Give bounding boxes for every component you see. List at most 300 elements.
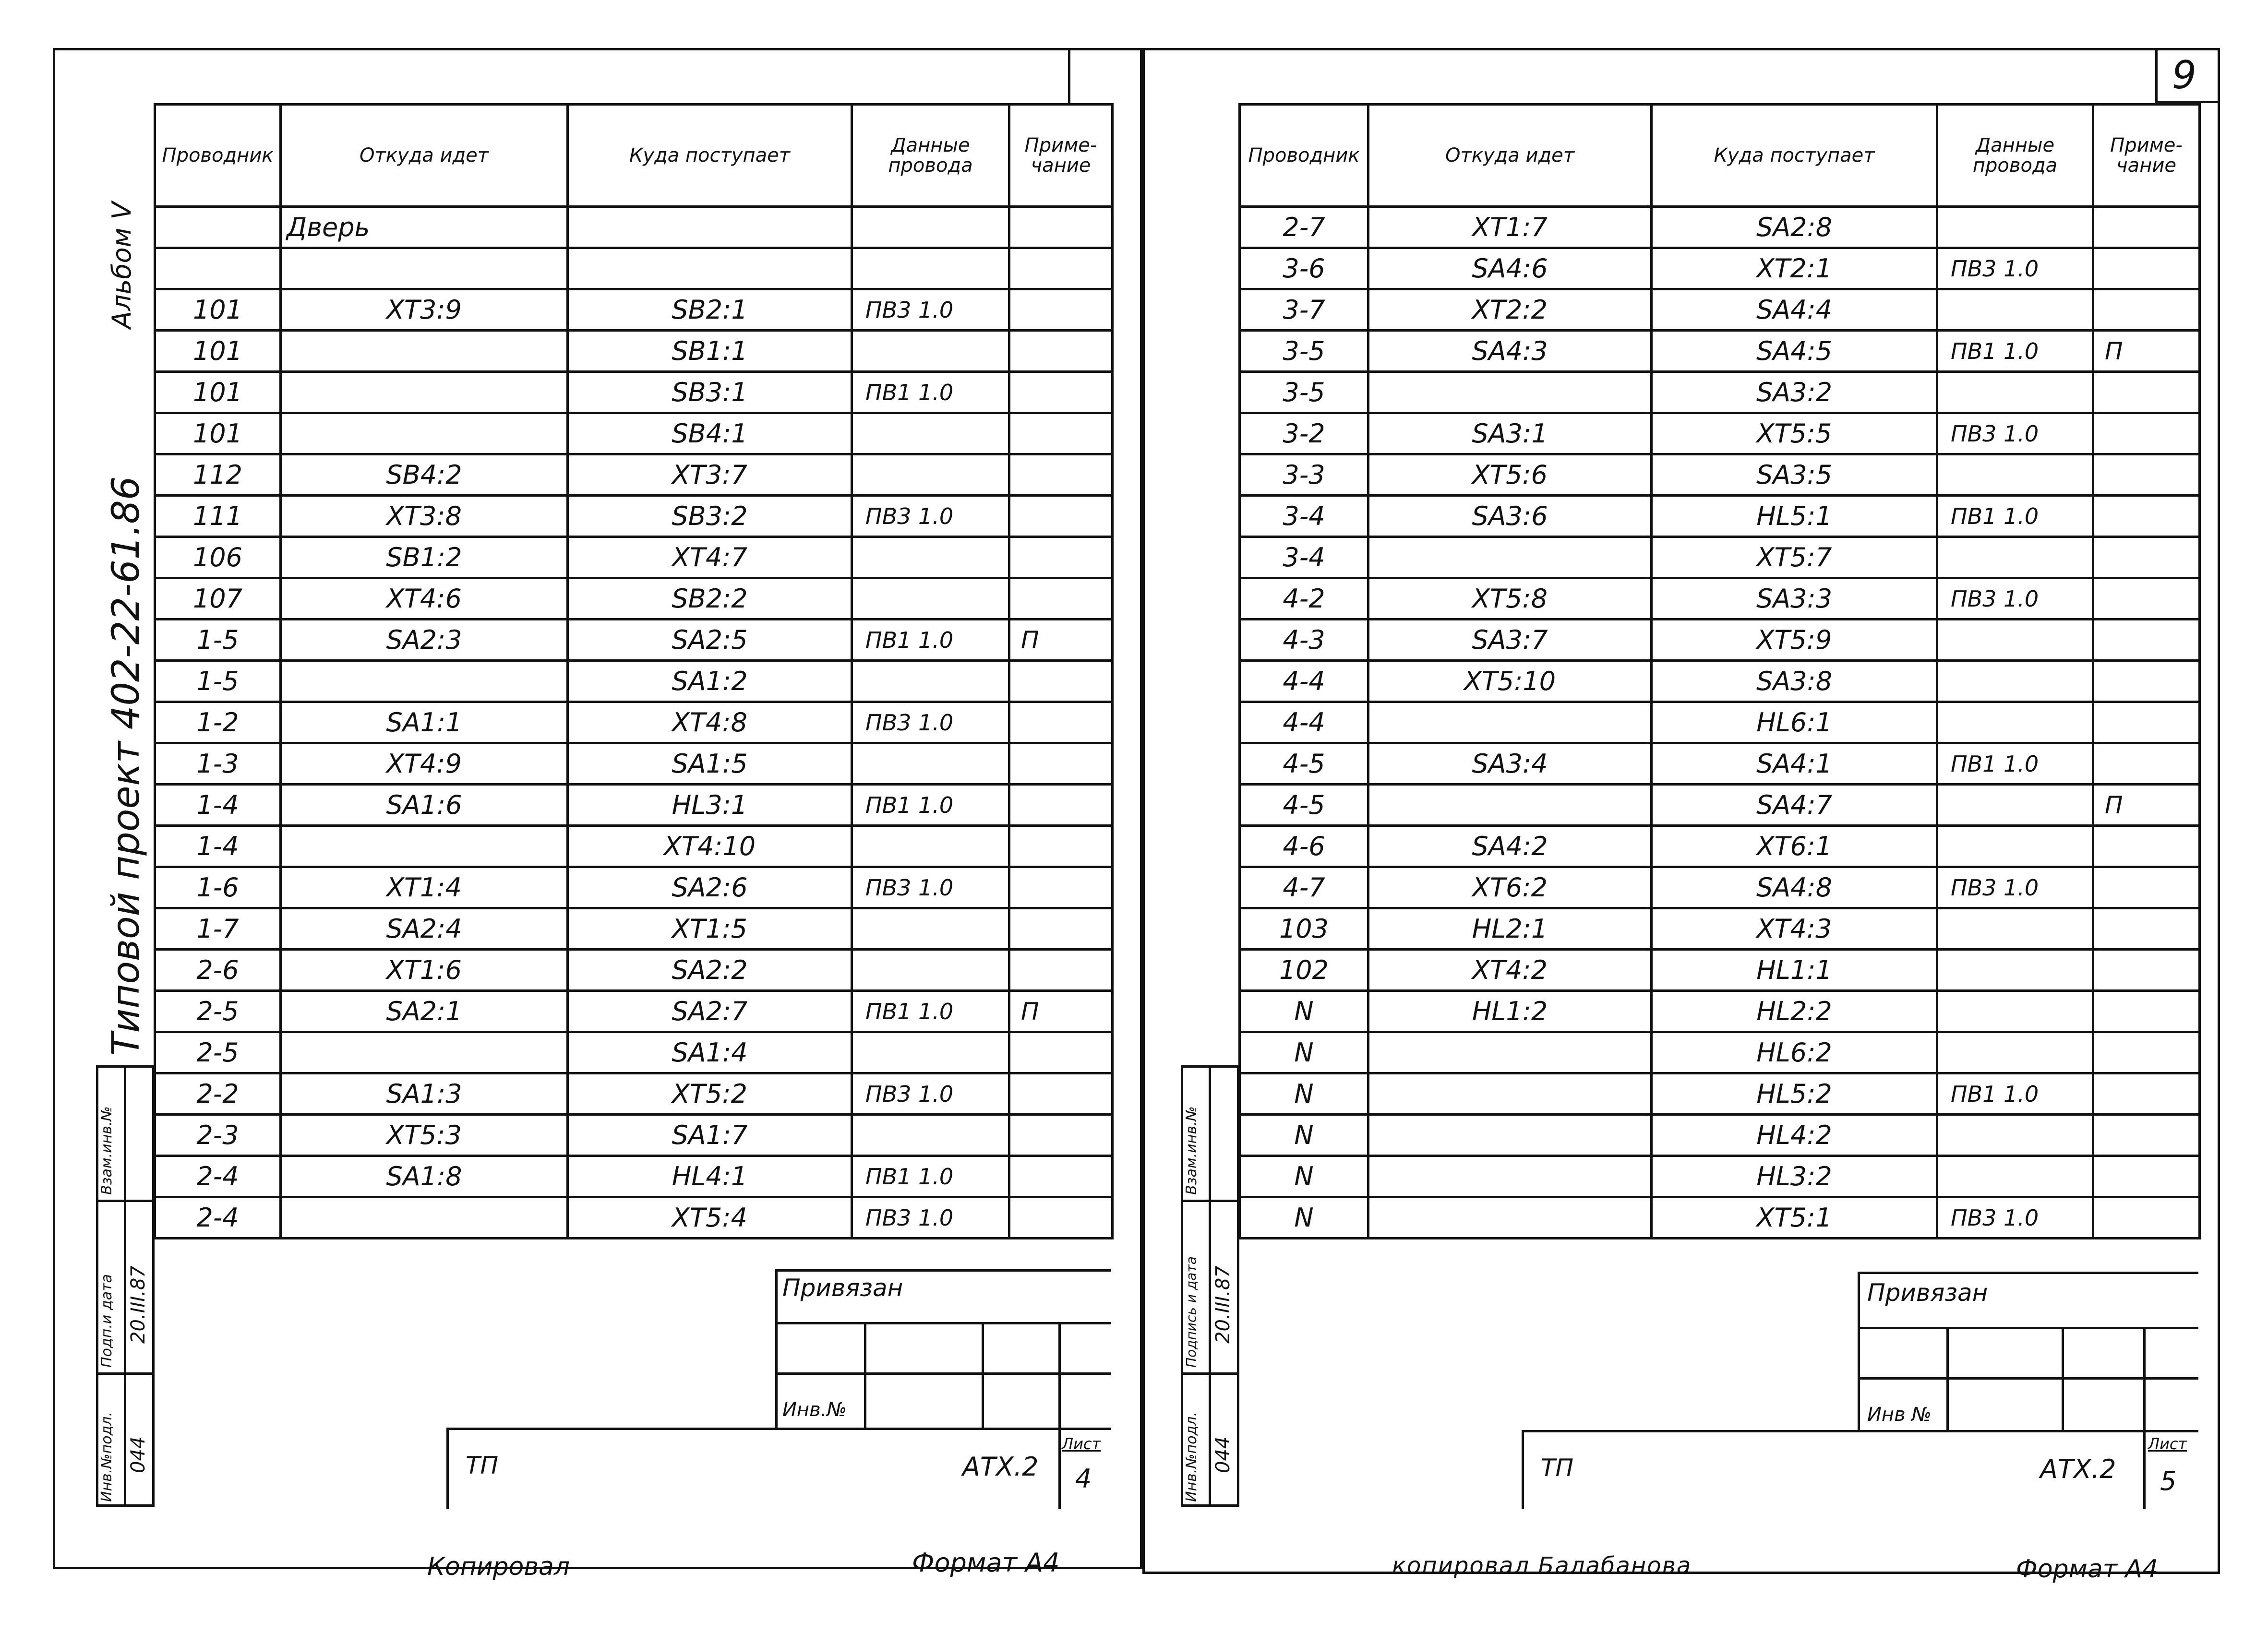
wire-data-cell xyxy=(852,1032,1009,1073)
wire-data-cell xyxy=(1937,207,2093,248)
from-cell: SB1:2 xyxy=(281,537,568,578)
from-cell: XT1:7 xyxy=(1368,207,1652,248)
left-sheet-label: Лист xyxy=(1062,1435,1101,1453)
to-cell: HL1:1 xyxy=(1652,950,1937,991)
from-cell xyxy=(281,1197,568,1239)
right-table-body xyxy=(1240,207,2200,1239)
note-cell xyxy=(2093,1156,2200,1197)
from-cell: XT1:6 xyxy=(281,950,568,991)
conductor-cell: 2-4 xyxy=(155,1197,281,1239)
left-linked-label: Привязан xyxy=(782,1274,903,1302)
conductor-cell: 103 xyxy=(1240,908,1368,950)
note-cell: П xyxy=(1009,991,1113,1032)
left-format: Формат А4 xyxy=(912,1548,1060,1578)
to-cell: XT5:9 xyxy=(1652,619,1937,661)
left-sign-date-label: Подп.и дата xyxy=(98,1274,115,1368)
table-row xyxy=(1240,908,2200,950)
from-cell xyxy=(281,826,568,867)
note-cell xyxy=(2093,619,2200,661)
album-label: Альбом V xyxy=(107,202,137,329)
table-row xyxy=(155,950,1113,991)
table-row xyxy=(155,1073,1113,1115)
header-conductor: Проводник xyxy=(155,105,281,207)
conductor-cell: 4-4 xyxy=(1240,702,1368,743)
to-cell: SA2:8 xyxy=(1652,207,1937,248)
table-row xyxy=(155,331,1113,372)
left-doc-code: АТХ.2 xyxy=(962,1452,1039,1482)
to-cell: HL3:1 xyxy=(568,785,852,826)
wire-data-cell xyxy=(1937,454,2093,496)
left-table-body xyxy=(155,207,1113,1239)
to-cell: SA1:2 xyxy=(568,661,852,702)
right-inv-podl-label: Инв.№подл. xyxy=(1183,1412,1200,1502)
to-cell: SB2:2 xyxy=(568,578,852,619)
from-cell: SA3:4 xyxy=(1368,743,1652,785)
conductor-cell: 3-5 xyxy=(1240,331,1368,372)
note-cell xyxy=(2093,1115,2200,1156)
to-cell: SA2:2 xyxy=(568,950,852,991)
header-wire-data: Данные провода xyxy=(1937,105,2093,207)
table-row xyxy=(155,991,1113,1032)
right-copied-by: копировал Балабанова xyxy=(1392,1552,1692,1579)
to-cell: SA1:4 xyxy=(568,1032,852,1073)
conductor-cell: 101 xyxy=(155,372,281,413)
wire-data-cell: ПВ3 1.0 xyxy=(852,1073,1009,1115)
wire-data-cell xyxy=(1937,785,2093,826)
note-cell xyxy=(2093,908,2200,950)
from-cell: SA2:4 xyxy=(281,908,568,950)
table-row xyxy=(155,702,1113,743)
left-inv-podl-value: 044 xyxy=(127,1436,149,1473)
to-cell: HL4:2 xyxy=(1652,1115,1937,1156)
wire-data-cell xyxy=(852,1115,1009,1156)
table-row xyxy=(1240,1156,2200,1197)
note-cell xyxy=(1009,207,1113,248)
wire-data-cell xyxy=(852,248,1009,289)
right-tp-label: ТП xyxy=(1541,1454,1574,1482)
wire-data-cell xyxy=(852,826,1009,867)
conductor-cell: 2-4 xyxy=(155,1156,281,1197)
conductor-cell: 1-4 xyxy=(155,826,281,867)
from-cell: SA1:3 xyxy=(281,1073,568,1115)
from-cell: SA1:1 xyxy=(281,702,568,743)
conductor-cell: 4-5 xyxy=(1240,785,1368,826)
table-row xyxy=(155,619,1113,661)
table-row xyxy=(155,661,1113,702)
from-cell: XT6:2 xyxy=(1368,867,1652,908)
wire-data-cell xyxy=(1937,1156,2093,1197)
from-cell xyxy=(281,661,568,702)
to-cell: SA2:6 xyxy=(568,867,852,908)
from-cell: SA3:1 xyxy=(1368,413,1652,454)
from-cell: XT5:10 xyxy=(1368,661,1652,702)
header-from: Откуда идет xyxy=(281,105,568,207)
wire-data-cell xyxy=(852,413,1009,454)
table-row xyxy=(1240,743,2200,785)
conductor-cell: N xyxy=(1240,1073,1368,1115)
note-cell xyxy=(2093,826,2200,867)
wire-data-cell xyxy=(1937,908,2093,950)
conductor-cell: 3-3 xyxy=(1240,454,1368,496)
table-row xyxy=(1240,289,2200,331)
to-cell: SA2:5 xyxy=(568,619,852,661)
table-row xyxy=(1240,702,2200,743)
wire-data-cell: ПВ3 1.0 xyxy=(1937,1197,2093,1239)
from-cell: XT5:8 xyxy=(1368,578,1652,619)
to-cell: SA4:1 xyxy=(1652,743,1937,785)
right-wiring-table xyxy=(1238,103,2201,1239)
table-row xyxy=(155,496,1113,537)
to-cell: SB2:1 xyxy=(568,289,852,331)
table-row xyxy=(1240,785,2200,826)
to-cell: XT5:2 xyxy=(568,1073,852,1115)
from-cell xyxy=(281,413,568,454)
to-cell: SA4:7 xyxy=(1652,785,1937,826)
to-cell: XT4:3 xyxy=(1652,908,1937,950)
wire-data-cell: ПВ1 1.0 xyxy=(852,991,1009,1032)
wire-data-cell xyxy=(1937,289,2093,331)
table-row xyxy=(155,1197,1113,1239)
project-title: Типовой проект 402-22-61.86 xyxy=(105,476,148,1056)
table-header-row xyxy=(155,105,1113,207)
table-row xyxy=(155,1115,1113,1156)
right-page-number: 9 xyxy=(2172,53,2196,97)
table-row xyxy=(155,743,1113,785)
note-cell xyxy=(1009,702,1113,743)
note-cell xyxy=(1009,537,1113,578)
table-row xyxy=(155,248,1113,289)
note-cell xyxy=(1009,248,1113,289)
conductor-cell: N xyxy=(1240,991,1368,1032)
table-row xyxy=(1240,867,2200,908)
right-doc-code: АТХ.2 xyxy=(2040,1454,2116,1484)
from-cell: XT3:9 xyxy=(281,289,568,331)
from-cell: SA2:3 xyxy=(281,619,568,661)
note-cell xyxy=(2093,1197,2200,1239)
conductor-cell: 1-6 xyxy=(155,867,281,908)
from-cell xyxy=(1368,702,1652,743)
to-cell: SB1:1 xyxy=(568,331,852,372)
conductor-cell: 1-5 xyxy=(155,661,281,702)
from-cell: SA1:8 xyxy=(281,1156,568,1197)
from-cell xyxy=(1368,1115,1652,1156)
from-cell xyxy=(281,248,568,289)
conductor-cell: 1-5 xyxy=(155,619,281,661)
table-row xyxy=(1240,1073,2200,1115)
conductor-cell: 2-6 xyxy=(155,950,281,991)
table-row xyxy=(1240,578,2200,619)
to-cell: SA1:5 xyxy=(568,743,852,785)
note-cell xyxy=(2093,496,2200,537)
wire-data-cell: ПВ1 1.0 xyxy=(852,1156,1009,1197)
note-cell xyxy=(2093,207,2200,248)
note-cell xyxy=(1009,950,1113,991)
to-cell: SB3:1 xyxy=(568,372,852,413)
from-cell xyxy=(1368,537,1652,578)
header-wire-data: Данные провода xyxy=(852,105,1009,207)
header-note: Приме-чание xyxy=(2093,105,2200,207)
to-cell: HL3:2 xyxy=(1652,1156,1937,1197)
conductor-cell: 101 xyxy=(155,289,281,331)
conductor-cell: 4-4 xyxy=(1240,661,1368,702)
to-cell: XT2:1 xyxy=(1652,248,1937,289)
table-row xyxy=(1240,454,2200,496)
table-row xyxy=(155,1156,1113,1197)
right-vzam-label: Взам.инв.№ xyxy=(1183,1106,1200,1195)
header-to: Куда поступает xyxy=(568,105,852,207)
wire-data-cell: ПВ1 1.0 xyxy=(1937,331,2093,372)
conductor-cell: 1-2 xyxy=(155,702,281,743)
to-cell: XT5:7 xyxy=(1652,537,1937,578)
from-cell: XT4:9 xyxy=(281,743,568,785)
note-cell xyxy=(1009,1115,1113,1156)
to-cell: SA3:5 xyxy=(1652,454,1937,496)
table-row xyxy=(155,826,1113,867)
conductor-cell: 112 xyxy=(155,454,281,496)
note-cell xyxy=(2093,578,2200,619)
right-inv-no-label: Инв № xyxy=(1867,1404,1932,1426)
conductor-cell: 1-7 xyxy=(155,908,281,950)
wire-data-cell xyxy=(1937,826,2093,867)
table-row xyxy=(1240,413,2200,454)
to-cell: XT4:8 xyxy=(568,702,852,743)
to-cell: SA3:2 xyxy=(1652,372,1937,413)
to-cell: XT1:5 xyxy=(568,908,852,950)
from-cell: XT1:4 xyxy=(281,867,568,908)
note-cell: П xyxy=(2093,331,2200,372)
wire-data-cell xyxy=(1937,950,2093,991)
left-sheet-top-notch xyxy=(1068,48,1070,103)
conductor-cell: 4-2 xyxy=(1240,578,1368,619)
wire-data-cell xyxy=(1937,1032,2093,1073)
from-cell: SA2:1 xyxy=(281,991,568,1032)
conductor-cell: 3-5 xyxy=(1240,372,1368,413)
left-wiring-table xyxy=(154,103,1114,1239)
note-cell xyxy=(2093,702,2200,743)
right-sign-date-label: Подпись и дата xyxy=(1183,1256,1199,1368)
conductor-cell: 102 xyxy=(1240,950,1368,991)
to-cell: SB3:2 xyxy=(568,496,852,537)
table-row xyxy=(1240,537,2200,578)
to-cell: XT5:1 xyxy=(1652,1197,1937,1239)
note-cell xyxy=(1009,578,1113,619)
left-copied-by: Копировал xyxy=(427,1552,570,1581)
from-cell: XT4:2 xyxy=(1368,950,1652,991)
from-cell: SA4:2 xyxy=(1368,826,1652,867)
conductor-cell: 111 xyxy=(155,496,281,537)
note-cell xyxy=(1009,496,1113,537)
to-cell: XT4:10 xyxy=(568,826,852,867)
table-row xyxy=(1240,331,2200,372)
wire-data-cell xyxy=(852,331,1009,372)
wire-data-cell: ПВ1 1.0 xyxy=(1937,743,2093,785)
wire-data-cell xyxy=(852,207,1009,248)
wire-data-cell xyxy=(852,454,1009,496)
table-row xyxy=(1240,991,2200,1032)
conductor-cell: 3-6 xyxy=(1240,248,1368,289)
note-cell xyxy=(2093,248,2200,289)
conductor-cell: 4-6 xyxy=(1240,826,1368,867)
from-cell xyxy=(1368,1197,1652,1239)
wire-data-cell: ПВ3 1.0 xyxy=(852,1197,1009,1239)
wire-data-cell xyxy=(1937,372,2093,413)
note-cell xyxy=(1009,1032,1113,1073)
table-row xyxy=(155,537,1113,578)
table-row xyxy=(155,207,1113,248)
to-cell: XT3:7 xyxy=(568,454,852,496)
from-cell: HL2:1 xyxy=(1368,908,1652,950)
header-from: Откуда идет xyxy=(1368,105,1652,207)
conductor-cell: 3-7 xyxy=(1240,289,1368,331)
note-cell xyxy=(1009,289,1113,331)
from-cell: SA4:6 xyxy=(1368,248,1652,289)
wire-data-cell: ПВ3 1.0 xyxy=(1937,413,2093,454)
right-sheet-number: 5 xyxy=(2160,1466,2177,1496)
from-cell xyxy=(1368,1156,1652,1197)
wire-data-cell: ПВ3 1.0 xyxy=(852,702,1009,743)
from-cell xyxy=(1368,785,1652,826)
wire-data-cell xyxy=(852,537,1009,578)
right-linked-label: Привязан xyxy=(1867,1279,1988,1307)
conductor-cell: 1-4 xyxy=(155,785,281,826)
wire-data-cell: ПВ1 1.0 xyxy=(852,372,1009,413)
to-cell xyxy=(568,207,852,248)
to-cell: XT5:4 xyxy=(568,1197,852,1239)
wire-data-cell: ПВ3 1.0 xyxy=(852,289,1009,331)
from-cell: SB4:2 xyxy=(281,454,568,496)
note-cell xyxy=(2093,413,2200,454)
wire-data-cell: ПВ1 1.0 xyxy=(1937,1073,2093,1115)
to-cell: HL4:1 xyxy=(568,1156,852,1197)
left-tp-label: ТП xyxy=(466,1452,499,1479)
note-cell xyxy=(2093,289,2200,331)
table-row xyxy=(155,785,1113,826)
header-to: Куда поступает xyxy=(1652,105,1937,207)
note-cell xyxy=(1009,372,1113,413)
conductor-cell: 3-2 xyxy=(1240,413,1368,454)
table-row xyxy=(1240,950,2200,991)
conductor-cell: N xyxy=(1240,1032,1368,1073)
right-format: Формат А4 xyxy=(2016,1555,2159,1584)
wire-data-cell xyxy=(852,661,1009,702)
to-cell: SB4:1 xyxy=(568,413,852,454)
left-inv-podl-label: Инв.№подл. xyxy=(98,1412,115,1502)
note-cell xyxy=(1009,454,1113,496)
from-cell: XT2:2 xyxy=(1368,289,1652,331)
conductor-cell: N xyxy=(1240,1156,1368,1197)
table-row xyxy=(155,867,1113,908)
right-sheet-label: Лист xyxy=(2148,1435,2187,1453)
wire-data-cell xyxy=(1937,537,2093,578)
wire-data-cell xyxy=(1937,661,2093,702)
from-cell xyxy=(281,331,568,372)
to-cell: SA2:7 xyxy=(568,991,852,1032)
wire-data-cell xyxy=(852,578,1009,619)
to-cell: HL2:2 xyxy=(1652,991,1937,1032)
note-cell xyxy=(1009,826,1113,867)
from-cell: SA1:6 xyxy=(281,785,568,826)
right-sign-date-value: 20.III.87 xyxy=(1212,1265,1234,1344)
wire-data-cell: ПВ3 1.0 xyxy=(852,496,1009,537)
to-cell: HL6:2 xyxy=(1652,1032,1937,1073)
to-cell xyxy=(568,248,852,289)
table-row xyxy=(1240,1115,2200,1156)
wire-data-cell: ПВ3 1.0 xyxy=(852,867,1009,908)
note-cell xyxy=(2093,950,2200,991)
note-cell xyxy=(1009,867,1113,908)
conductor-cell: 101 xyxy=(155,331,281,372)
conductor-cell: 3-4 xyxy=(1240,537,1368,578)
from-cell xyxy=(1368,1073,1652,1115)
note-cell xyxy=(1009,785,1113,826)
from-cell: Дверь xyxy=(281,207,568,248)
conductor-cell: 2-3 xyxy=(155,1115,281,1156)
conductor-cell: 107 xyxy=(155,578,281,619)
right-inv-podl-value: 044 xyxy=(1212,1436,1234,1473)
left-sign-date-value: 20.III.87 xyxy=(127,1265,149,1344)
wire-data-cell xyxy=(852,908,1009,950)
from-cell: XT4:6 xyxy=(281,578,568,619)
from-cell xyxy=(1368,1032,1652,1073)
to-cell: SA4:4 xyxy=(1652,289,1937,331)
note-cell xyxy=(1009,1197,1113,1239)
left-inv-no-label: Инв.№ xyxy=(782,1399,847,1421)
note-cell xyxy=(1009,661,1113,702)
table-row xyxy=(1240,1032,2200,1073)
table-row xyxy=(1240,619,2200,661)
to-cell: XT6:1 xyxy=(1652,826,1937,867)
from-cell: XT5:6 xyxy=(1368,454,1652,496)
conductor-cell: 106 xyxy=(155,537,281,578)
note-cell xyxy=(1009,1156,1113,1197)
conductor-cell: 3-4 xyxy=(1240,496,1368,537)
from-cell xyxy=(1368,372,1652,413)
note-cell xyxy=(2093,991,2200,1032)
table-row xyxy=(155,372,1113,413)
table-row xyxy=(1240,1197,2200,1239)
note-cell: П xyxy=(2093,785,2200,826)
note-cell xyxy=(2093,454,2200,496)
table-row xyxy=(155,413,1113,454)
note-cell xyxy=(2093,867,2200,908)
note-cell xyxy=(1009,1073,1113,1115)
wire-data-cell: ПВ3 1.0 xyxy=(1937,867,2093,908)
table-row xyxy=(155,908,1113,950)
header-conductor: Проводник xyxy=(1240,105,1368,207)
table-header-row xyxy=(1240,105,2200,207)
note-cell xyxy=(1009,331,1113,372)
note-cell xyxy=(2093,743,2200,785)
from-cell: SA3:7 xyxy=(1368,619,1652,661)
from-cell: HL1:2 xyxy=(1368,991,1652,1032)
to-cell: HL5:2 xyxy=(1652,1073,1937,1115)
wire-data-cell: ПВ3 1.0 xyxy=(1937,578,2093,619)
from-cell xyxy=(281,1032,568,1073)
note-cell xyxy=(2093,537,2200,578)
to-cell: HL6:1 xyxy=(1652,702,1937,743)
note-cell xyxy=(2093,1073,2200,1115)
conductor-cell: N xyxy=(1240,1115,1368,1156)
from-cell: SA4:3 xyxy=(1368,331,1652,372)
wire-data-cell: ПВ1 1.0 xyxy=(852,619,1009,661)
note-cell xyxy=(1009,908,1113,950)
to-cell: SA3:3 xyxy=(1652,578,1937,619)
from-cell: XT5:3 xyxy=(281,1115,568,1156)
wire-data-cell: ПВ1 1.0 xyxy=(1937,496,2093,537)
from-cell: XT3:8 xyxy=(281,496,568,537)
conductor-cell: 4-5 xyxy=(1240,743,1368,785)
from-cell: SA3:6 xyxy=(1368,496,1652,537)
